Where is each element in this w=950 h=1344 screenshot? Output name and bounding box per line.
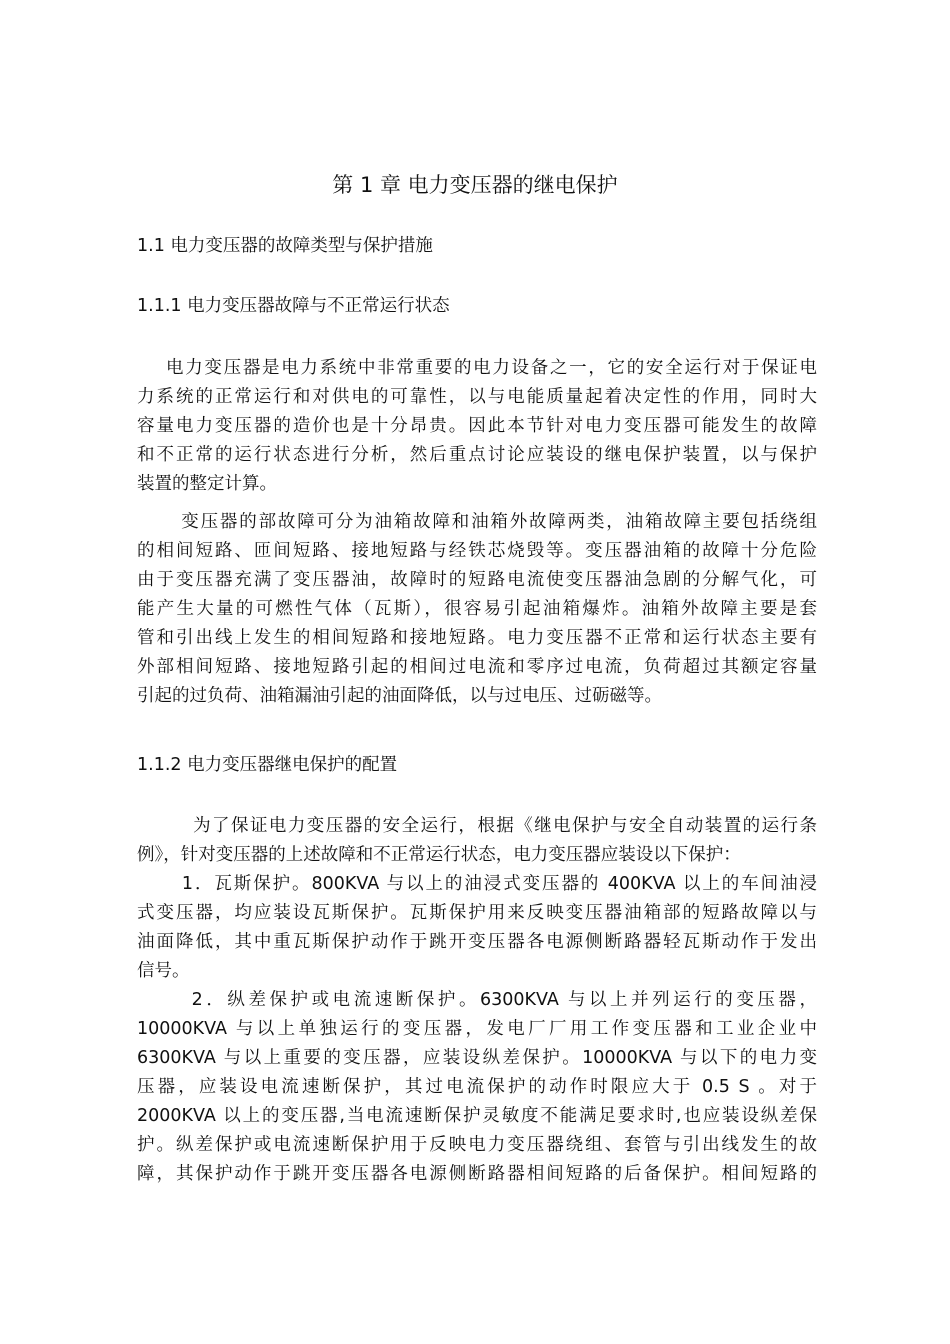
section-heading-1-1: 1.1 电力变压器的故障类型与保护措施	[137, 236, 433, 256]
text-line: 油面降低，其中重瓦斯保护动作于跳开变压器各电源侧断路器轻瓦斯动作于发出	[137, 932, 817, 952]
text-line: 6300KVA 与以上重要的变压器，应装设纵差保护。10000KVA 与以下的电力变	[137, 1048, 817, 1068]
text-line: 护。纵差保护或电流速断保护用于反映电力变压器绕组、套管与引出线发生的故	[137, 1135, 817, 1155]
text-line: 信号。	[137, 961, 190, 981]
text-line: 10000KVA 与以上单独运行的变压器，发电厂厂用工作变压器和工业企业中	[137, 1019, 817, 1039]
paragraph-block-faults	[137, 508, 817, 711]
chapter-title: 第 1 章 电力变压器的继电保护	[332, 173, 618, 197]
text-line: 由于变压器充满了变压器油，故障时的短路电流使变压器油急剧的分解气化，可	[137, 570, 817, 590]
text-line: 外部相间短路、接地短路引起的相间过电流和零序过电流，负荷超过其额定容量	[137, 657, 817, 677]
text-line: 电力变压器是电力系统中非常重要的电力设备之一，它的安全运行对于保证电	[137, 358, 817, 378]
text-line: 2．纵差保护或电流速断保护。6300KVA 与以上并列运行的变压器，	[137, 990, 817, 1010]
text-line: 压器，应装设电流速断保护，其过电流保护的动作时限应大于 0.5 S 。对于	[137, 1077, 817, 1097]
text-line: 管和引出线上发生的相间短路和接地短路。电力变压器不正常和运行状态主要有	[137, 628, 817, 648]
paragraph-block-intro	[137, 354, 817, 499]
section-heading-1-1-1: 1.1.1 电力变压器故障与不正常运行状态	[137, 296, 450, 316]
text-line: 和不正常的运行状态进行分析，然后重点讨论应装设的继电保护装置，以与保护	[137, 445, 817, 465]
text-line: 力系统的正常运行和对供电的可靠性，以与电能质量起着决定性的作用，同时大	[137, 387, 817, 407]
text-line: 容量电力变压器的造价也是十分昂贵。因此本节针对电力变压器可能发生的故障	[137, 416, 817, 436]
paragraph-block-protection	[137, 812, 817, 1189]
text-line: 1．瓦斯保护。800KVA 与以上的油浸式变压器的 400KVA 以上的车间油浸	[137, 874, 817, 894]
text-line: 引起的过负荷、油箱漏油引起的油面降低，以与过电压、过砺磁等。	[137, 686, 662, 706]
text-line: 变压器的部故障可分为油箱故障和油箱外故障两类，油箱故障主要包括绕组	[137, 512, 817, 532]
text-line: 式变压器，均应装设瓦斯保护。瓦斯保护用来反映变压器油箱部的短路故障以与	[137, 903, 817, 923]
text-line: 2000KVA 以上的变压器,当电流速断保护灵敏度不能满足要求时,也应装设纵差保	[137, 1106, 817, 1126]
text-line: 能产生大量的可燃性气体（瓦斯），很容易引起油箱爆炸。油箱外故障主要是套	[137, 599, 817, 619]
text-line: 的相间短路、匝间短路、接地短路与经铁芯烧毁等。变压器油箱的故障十分危险	[137, 541, 817, 561]
section-heading-1-1-2: 1.1.2 电力变压器继电保护的配置	[137, 755, 398, 775]
text-line: 为了保证电力变压器的安全运行，根据《继电保护与安全自动装置的运行条	[137, 816, 817, 836]
text-line: 装置的整定计算。	[137, 474, 277, 494]
text-line: 障，其保护动作于跳开变压器各电源侧断路器相间短路的后备保护。相间短路的	[137, 1164, 817, 1184]
text-line: 例》，针对变压器的上述故障和不正常运行状态，电力变压器应装设以下保护：	[137, 845, 741, 865]
